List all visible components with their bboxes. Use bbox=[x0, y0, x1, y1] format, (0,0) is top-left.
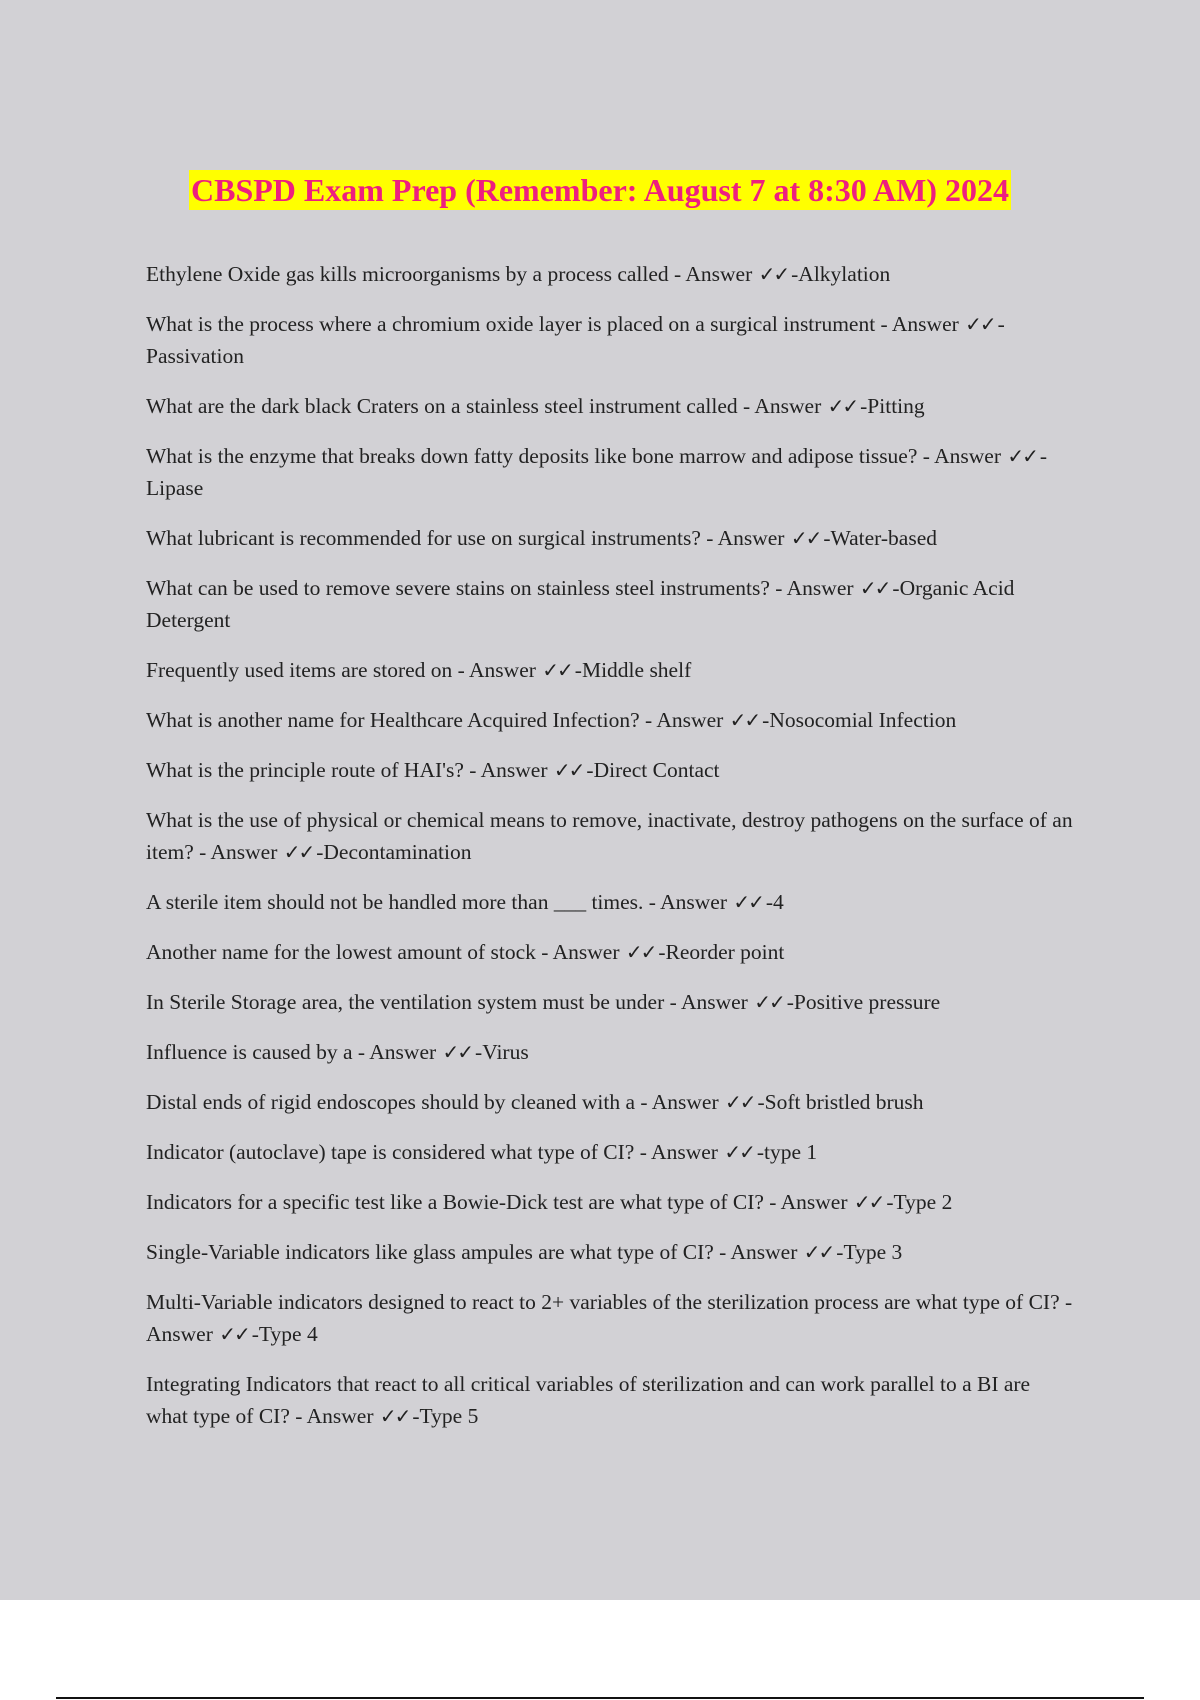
qa-item bbox=[146, 1036, 1076, 1068]
question-text: What is the use of physical or chemical means to remove, inactivate, destroy pathogens on the surface of an item? - Answer bbox=[146, 808, 1073, 864]
qa-item bbox=[146, 886, 1076, 918]
answer-text: -Type 2 bbox=[886, 1190, 953, 1214]
double-check-icon: ✓✓ bbox=[553, 758, 584, 782]
qa-item bbox=[146, 1368, 1076, 1432]
question-text: What is the enzyme that breaks down fatty deposits like bone marrow and adipose tissue? - Answer bbox=[146, 444, 1001, 468]
answer-text: -Direct Contact bbox=[586, 758, 720, 782]
question-text: In Sterile Storage area, the ventilation system must be under - Answer bbox=[146, 990, 748, 1014]
qa-item bbox=[146, 258, 1076, 290]
qa-item bbox=[146, 654, 1076, 686]
qa-item bbox=[146, 1286, 1076, 1350]
answer-text: -Middle shelf bbox=[574, 658, 692, 682]
answer-text: -Type 3 bbox=[836, 1240, 903, 1264]
answer-text: -Nosocomial Infection bbox=[762, 708, 957, 732]
double-check-icon: ✓✓ bbox=[724, 1140, 754, 1164]
answer-text: -Reorder point bbox=[658, 940, 785, 964]
answer-text: -Passivation bbox=[146, 312, 1005, 368]
answer-text: -4 bbox=[765, 890, 784, 914]
answer-text: -Pitting bbox=[860, 394, 925, 418]
qa-item bbox=[146, 440, 1076, 504]
question-text: Ethylene Oxide gas kills microorganisms by a process called - Answer bbox=[146, 262, 753, 286]
answer-text: -type 1 bbox=[756, 1140, 818, 1164]
qa-item bbox=[146, 1136, 1076, 1168]
double-check-icon: ✓✓ bbox=[758, 262, 789, 286]
answer-text: -Water-based bbox=[823, 526, 937, 550]
question-text: What is the process where a chromium oxide layer is placed on a surgical instrument - Answer bbox=[146, 312, 959, 336]
double-check-icon: ✓✓ bbox=[853, 1190, 884, 1214]
page-title: CBSPD Exam Prep (Remember: August 7 at 8:30 AM) 2024 bbox=[191, 172, 1009, 208]
double-check-icon: ✓✓ bbox=[625, 940, 656, 964]
answer-text: -Soft bristled brush bbox=[757, 1090, 924, 1114]
double-check-icon: ✓✓ bbox=[442, 1040, 473, 1064]
question-text: What are the dark black Craters on a stainless steel instrument called - Answer bbox=[146, 394, 822, 418]
question-text: Influence is caused by a - Answer bbox=[146, 1040, 437, 1064]
answer-text: -Type 4 bbox=[251, 1322, 318, 1346]
answer-text: -Positive pressure bbox=[786, 990, 941, 1014]
question-text: What is another name for Healthcare Acquired Infection? - Answer bbox=[146, 708, 724, 732]
double-check-icon: ✓✓ bbox=[733, 890, 763, 914]
double-check-icon: ✓✓ bbox=[1007, 444, 1037, 468]
question-text: A sterile item should not be handled more than ___ times. - Answer bbox=[146, 890, 727, 914]
bottom-divider bbox=[56, 1697, 1144, 1699]
qa-item bbox=[146, 308, 1076, 372]
double-check-icon: ✓✓ bbox=[219, 1322, 249, 1346]
qa-item bbox=[146, 1086, 1076, 1118]
question-text: Frequently used items are stored on - Answer bbox=[146, 658, 536, 682]
qa-item bbox=[146, 1186, 1076, 1218]
answer-text: -Type 5 bbox=[412, 1404, 479, 1428]
qa-item bbox=[146, 804, 1076, 868]
answer-text: -Lipase bbox=[146, 444, 1048, 500]
double-check-icon: ✓✓ bbox=[725, 1090, 755, 1114]
qa-item bbox=[146, 522, 1076, 554]
question-text: Indicator (autoclave) tape is considered what type of CI? - Answer bbox=[146, 1140, 718, 1164]
title-wrapper bbox=[0, 170, 1200, 210]
double-check-icon: ✓✓ bbox=[542, 658, 572, 682]
double-check-icon: ✓✓ bbox=[790, 526, 821, 550]
question-text: Distal ends of rigid endoscopes should by cleaned with a - Answer bbox=[146, 1090, 719, 1114]
double-check-icon: ✓✓ bbox=[283, 840, 314, 864]
qa-item bbox=[146, 390, 1076, 422]
qa-item bbox=[146, 986, 1076, 1018]
question-text: What is the principle route of HAI's? - Answer bbox=[146, 758, 548, 782]
double-check-icon: ✓✓ bbox=[803, 1240, 834, 1264]
double-check-icon: ✓✓ bbox=[379, 1404, 410, 1428]
qa-item bbox=[146, 1236, 1076, 1268]
question-text: Multi-Variable indicators designed to react to 2+ variables of the sterilization process are what type of CI? - Answer bbox=[146, 1290, 1073, 1346]
answer-text: -Alkylation bbox=[791, 262, 891, 286]
question-text: What can be used to remove severe stains on stainless steel instruments? - Answer bbox=[146, 576, 854, 600]
double-check-icon: ✓✓ bbox=[729, 708, 760, 732]
double-check-icon: ✓✓ bbox=[754, 990, 784, 1014]
question-text: Integrating Indicators that react to all critical variables of sterilization and can work parallel to a BI are what type of CI? - Answer bbox=[146, 1372, 1031, 1428]
answer-text: -Decontamination bbox=[316, 840, 472, 864]
qa-list bbox=[146, 258, 1076, 1450]
double-check-icon: ✓✓ bbox=[859, 576, 890, 600]
answer-text: -Organic Acid Detergent bbox=[146, 576, 1015, 632]
question-text: Indicators for a specific test like a Bowie-Dick test are what type of CI? - Answer bbox=[146, 1190, 848, 1214]
double-check-icon: ✓✓ bbox=[827, 394, 858, 418]
double-check-icon: ✓✓ bbox=[965, 312, 995, 336]
question-text: What lubricant is recommended for use on surgical instruments? - Answer bbox=[146, 526, 785, 550]
qa-item bbox=[146, 572, 1076, 636]
answer-text: -Virus bbox=[475, 1040, 529, 1064]
question-text: Another name for the lowest amount of stock - Answer bbox=[146, 940, 620, 964]
qa-item bbox=[146, 936, 1076, 968]
qa-item bbox=[146, 704, 1076, 736]
qa-item bbox=[146, 754, 1076, 786]
question-text: Single-Variable indicators like glass ampules are what type of CI? - Answer bbox=[146, 1240, 798, 1264]
